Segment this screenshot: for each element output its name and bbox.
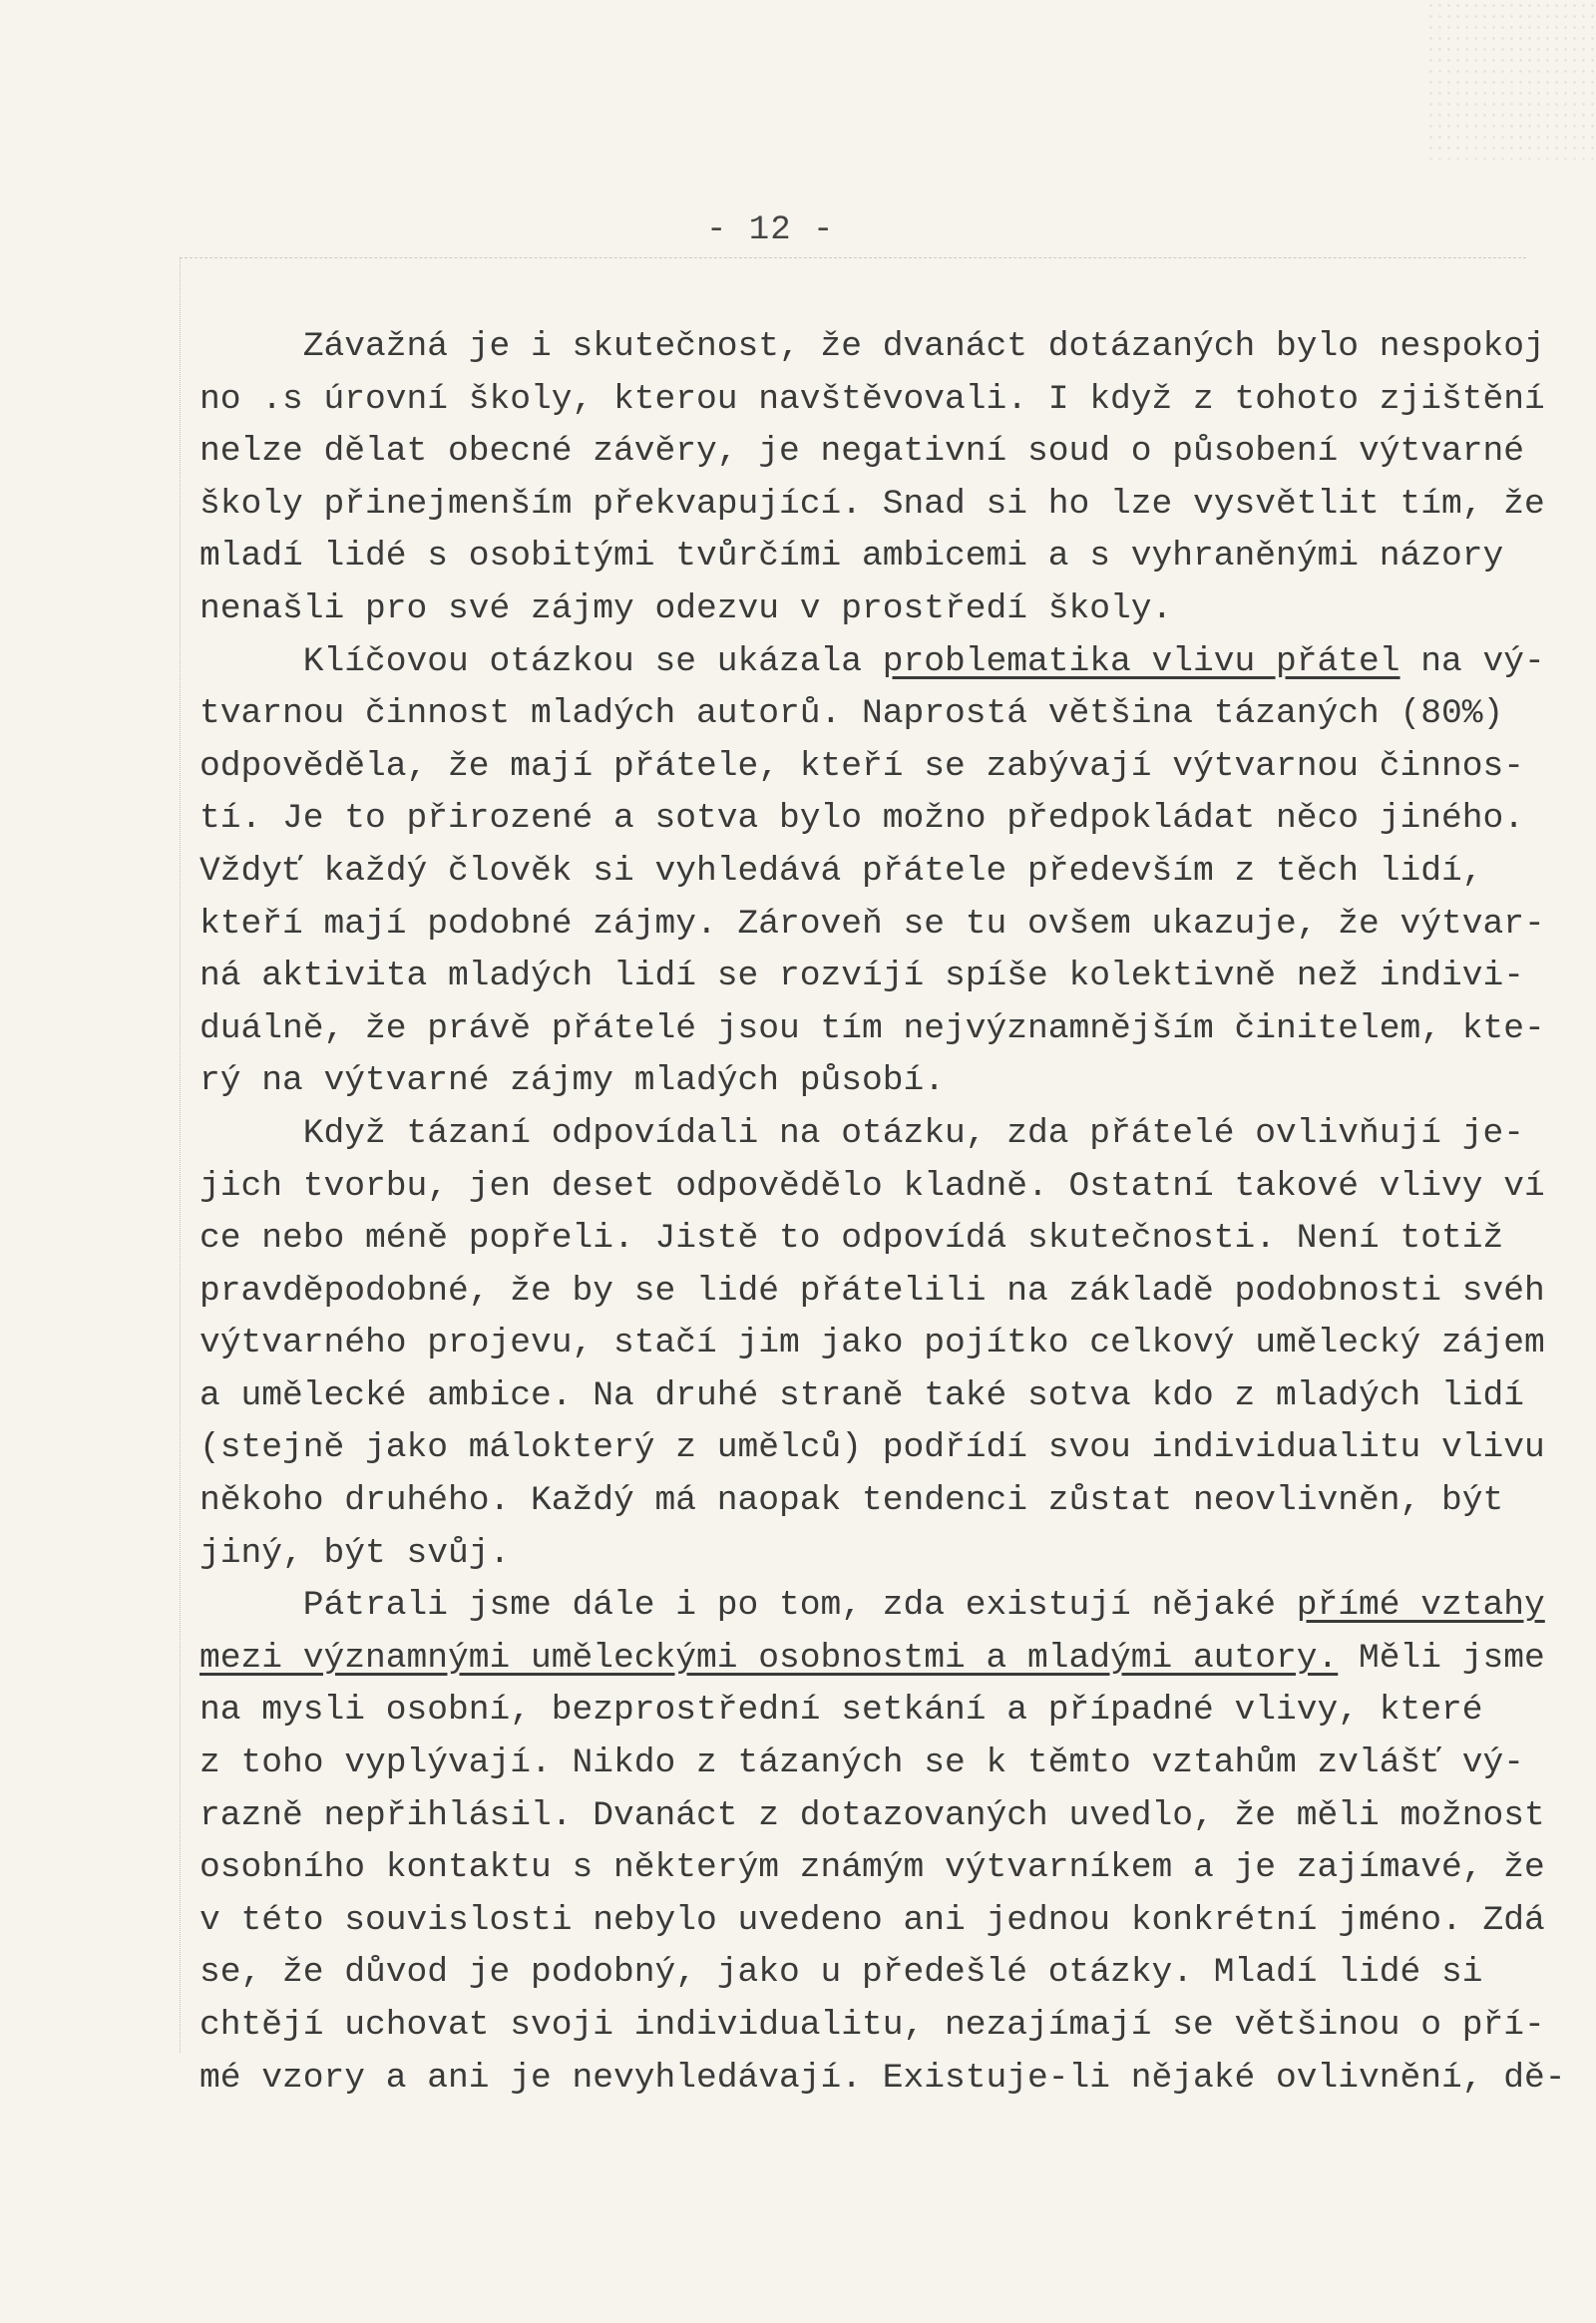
text-line bbox=[200, 1161, 1596, 1214]
text-segment: z toho vyplývají. Nikdo z tázaných se k těmto vztahům zvlášť vý- bbox=[200, 1743, 1525, 1783]
text-line bbox=[200, 899, 1596, 952]
text-line bbox=[200, 1266, 1596, 1319]
text-segment: ce nebo méně popřeli. Jistě to odpovídá skutečnosti. Není totiž bbox=[200, 1219, 1504, 1259]
text-segment: někoho druhého. Každý má naopak tendenci zůstat neovlivněn, být bbox=[200, 1481, 1504, 1521]
text-segment: tí. Je to přirozené a sotva bylo možno předpokládat něco jiného. bbox=[200, 799, 1525, 839]
text-segment: na mysli osobní, bezprostřední setkání a případné vlivy, které bbox=[200, 1691, 1483, 1731]
text-line bbox=[200, 1738, 1596, 1790]
text-segment: Klíčovou otázkou se ukázala bbox=[200, 641, 883, 681]
text-line bbox=[200, 2053, 1596, 2106]
text-line bbox=[200, 583, 1596, 636]
text-segment: na vý- bbox=[1399, 641, 1545, 681]
text-segment: no .s úrovní školy, kterou navštěvovali. I když z tohoto zjištění bbox=[200, 379, 1545, 419]
text-segment: osobního kontaktu s některým známým výtvarníkem a je zajímavé, že bbox=[200, 1848, 1545, 1888]
text-line bbox=[200, 793, 1596, 846]
text-segment: Měli jsme bbox=[1338, 1638, 1545, 1678]
text-segment: Závažná je i skutečnost, že dvanáct dotázaných bylo nespokoj bbox=[200, 327, 1545, 366]
text-line bbox=[200, 2000, 1596, 2053]
text-line bbox=[200, 374, 1596, 427]
text-line bbox=[200, 321, 1596, 374]
text-segment: rý na výtvarné zájmy mladých působí. bbox=[200, 1061, 946, 1101]
text-segment: jiný, být svůj. bbox=[200, 1533, 511, 1573]
text-line bbox=[200, 1895, 1596, 1948]
text-line bbox=[200, 688, 1596, 741]
text-line bbox=[200, 1947, 1596, 2000]
text-line bbox=[200, 1633, 1596, 1686]
text-segment: a umělecké ambice. Na druhé straně také sotva kdo z mladých lidí bbox=[200, 1375, 1525, 1415]
underlined-text: problematika vlivu přátel bbox=[882, 641, 1400, 681]
text-segment: pravděpodobné, že by se lidé přátelili na základě podobnosti svéh bbox=[200, 1271, 1545, 1311]
text-segment: Pátrali jsme dále i po tom, zda existují nějaké bbox=[200, 1586, 1297, 1626]
top-rule bbox=[180, 257, 1526, 258]
text-line bbox=[200, 1318, 1596, 1370]
text-segment: odpověděla, že mají přátele, kteří se zabývají výtvarnou činnos- bbox=[200, 746, 1525, 786]
text-line bbox=[200, 1580, 1596, 1633]
margin-line bbox=[180, 257, 181, 2053]
text-segment: ná aktivita mladých lidí se rozvíjí spíše kolektivně než indivi- bbox=[200, 957, 1525, 996]
text-segment: razně nepřihlásil. Dvanáct z dotazovaných uvedlo, že měli možnost bbox=[200, 1795, 1545, 1835]
text-segment: jich tvorbu, jen deset odpovědělo kladně. Ostatní takové vlivy ví bbox=[200, 1166, 1545, 1206]
text-segment: v této souvislosti nebylo uvedeno ani jednou konkrétní jméno. Zdá bbox=[200, 1900, 1545, 1940]
text-segment: nelze dělat obecné závěry, je negativní soud o působení výtvarné bbox=[200, 432, 1525, 472]
text-line bbox=[200, 531, 1596, 583]
text-segment: výtvarného projevu, stačí jim jako pojítko celkový umělecký zájem bbox=[200, 1324, 1545, 1363]
text-line bbox=[200, 951, 1596, 1003]
text-segment: Vždyť každý člověk si vyhledává přátele především z těch lidí, bbox=[200, 851, 1483, 891]
text-line bbox=[200, 1422, 1596, 1475]
text-segment: mé vzory a ani je nevyhledávají. Existuje-li nějaké ovlivnění, dě- bbox=[200, 2058, 1566, 2098]
paper-speckle bbox=[1426, 0, 1596, 160]
text-segment: nenašli pro své zájmy odezvu v prostředí školy. bbox=[200, 588, 1173, 628]
text-segment: mladí lidé s osobitými tvůrčími ambicemi a s vyhraněnými názory bbox=[200, 537, 1504, 577]
text-line bbox=[200, 636, 1596, 689]
text-line bbox=[200, 741, 1596, 794]
text-line bbox=[200, 1370, 1596, 1423]
text-segment: Když tázaní odpovídali na otázku, zda přátelé ovlivňují je- bbox=[200, 1113, 1525, 1153]
text-line bbox=[200, 846, 1596, 899]
text-segment: duálně, že právě přátelé jsou tím nejvýznamnějším činitelem, kte- bbox=[200, 1008, 1545, 1048]
text-line bbox=[200, 1213, 1596, 1266]
text-line bbox=[200, 1475, 1596, 1528]
text-line bbox=[200, 479, 1596, 532]
text-line bbox=[200, 1003, 1596, 1056]
text-segment: se, že důvod je podobný, jako u předešlé otázky. Mladí lidé si bbox=[200, 1953, 1483, 1993]
text-segment: tvarnou činnost mladých autorů. Naprostá většina tázaných (80%) bbox=[200, 694, 1504, 734]
text-segment: chtějí uchovat svoji individualitu, nezajímají se většinou o pří- bbox=[200, 2006, 1545, 2045]
text-line bbox=[200, 1528, 1596, 1581]
underlined-text: mezi významnými uměleckými osobnostmi a mladými autory. bbox=[200, 1638, 1339, 1678]
text-line bbox=[200, 1790, 1596, 1843]
text-segment: kteří mají podobné zájmy. Zároveň se tu ovšem ukazuje, že výtvar- bbox=[200, 904, 1545, 944]
typewritten-body bbox=[200, 321, 1596, 2105]
text-segment: (stejně jako málokterý z umělců) podřídí svou individualitu vlivu bbox=[200, 1428, 1545, 1468]
text-line bbox=[200, 1685, 1596, 1738]
page-number: - 12 - bbox=[706, 211, 835, 249]
text-segment: školy přinejmenším překvapující. Snad si ho lze vysvětlit tím, že bbox=[200, 484, 1545, 524]
text-line bbox=[200, 426, 1596, 479]
underlined-text: přímé vztahy bbox=[1296, 1586, 1545, 1626]
text-line bbox=[200, 1108, 1596, 1161]
text-line bbox=[200, 1842, 1596, 1895]
text-line bbox=[200, 1055, 1596, 1108]
